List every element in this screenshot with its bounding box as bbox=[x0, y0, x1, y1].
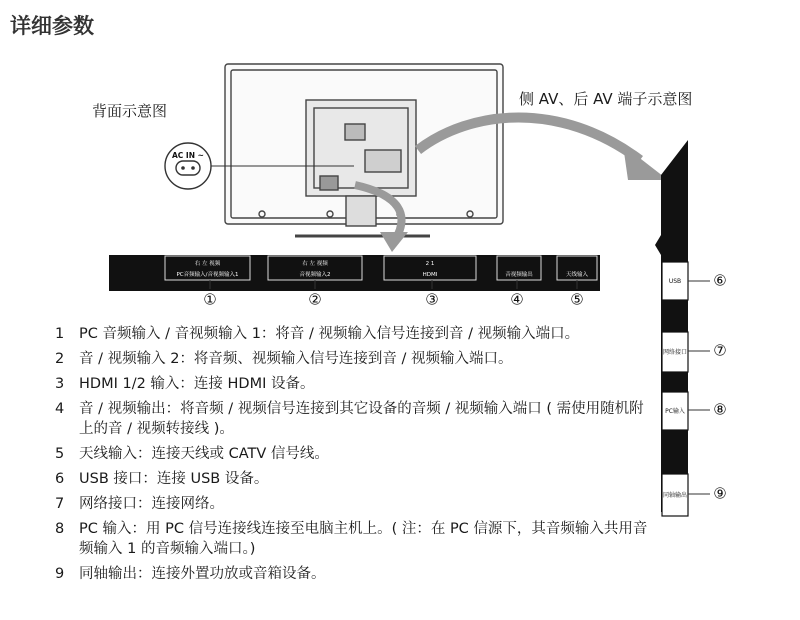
callout-number: ⑤ bbox=[570, 290, 584, 309]
list-item bbox=[55, 469, 655, 489]
callout-number: ② bbox=[308, 290, 322, 309]
callout-number: ⑧ bbox=[713, 400, 727, 419]
list-item bbox=[55, 494, 655, 514]
callout-number: ⑥ bbox=[713, 271, 727, 290]
item-number: 6 bbox=[55, 471, 65, 487]
item-number: 3 bbox=[55, 376, 65, 392]
list-item bbox=[55, 374, 655, 394]
item-text: 音 / 视频输入 2：将音频、视频输入信号连接到音 / 视频输入端口。 bbox=[79, 351, 513, 367]
item-number: 4 bbox=[55, 401, 65, 417]
item-text: PC 输入：用 PC 信号连接线连接至电脑主机上。( 注：在 PC 信源下，其音频输入共用音频输入 1 的音频输入端口。) bbox=[79, 521, 648, 557]
item-number: 1 bbox=[55, 326, 65, 342]
description-list bbox=[55, 324, 655, 589]
list-item bbox=[55, 519, 655, 559]
rear-port-label: PC音频输入/音视频输入1 bbox=[176, 272, 239, 278]
item-text: USB 接口：连接 USB 设备。 bbox=[79, 471, 269, 487]
side-view-label: 侧 AV、后 AV 端子示意图 bbox=[519, 90, 693, 108]
side-port-label: PC输入 bbox=[665, 408, 685, 415]
rear-port-top-label: 2 1 bbox=[425, 261, 435, 267]
item-text: 同轴输出：连接外置功放或音箱设备。 bbox=[79, 566, 326, 582]
rear-port-label: 天线输入 bbox=[565, 272, 589, 278]
tv-back-illustration bbox=[225, 64, 503, 236]
callout-number: ① bbox=[203, 290, 217, 309]
callout-number: ③ bbox=[425, 290, 439, 309]
item-number: 8 bbox=[55, 521, 65, 537]
item-number: 5 bbox=[55, 446, 65, 462]
side-port-strip bbox=[655, 140, 688, 512]
side-port-label: 同轴输出 bbox=[662, 492, 688, 499]
list-item bbox=[55, 324, 655, 344]
rear-port-label: 音视频输入2 bbox=[299, 272, 331, 278]
item-text: HDMI 1/2 输入：连接 HDMI 设备。 bbox=[79, 376, 315, 392]
item-text: 天线输入：连接天线或 CATV 信号线。 bbox=[79, 446, 329, 462]
list-item bbox=[55, 399, 655, 439]
item-text: PC 音频输入 / 音视频输入 1：将音 / 视频输入信号连接到音 / 视频输入端口。 bbox=[79, 326, 580, 342]
callout-number: ⑨ bbox=[713, 484, 727, 503]
list-item bbox=[55, 564, 655, 584]
arrow-head-icon bbox=[380, 232, 408, 252]
page-title: 详细参数 bbox=[10, 14, 94, 38]
item-number: 9 bbox=[55, 566, 65, 582]
rear-view-label: 背面示意图 bbox=[92, 102, 168, 120]
item-number: 2 bbox=[55, 351, 65, 367]
item-text: 音 / 视频输出：将音频 / 视频信号连接到其它设备的音频 / 视频输入端口 ( 需使用随机附上的音 / 视频转接线 )。 bbox=[79, 401, 644, 437]
callout-number: ⑦ bbox=[713, 341, 727, 360]
rear-port-top-label: 右 左 视频 bbox=[302, 261, 328, 267]
item-text: 网络接口：连接网络。 bbox=[79, 496, 224, 512]
item-number: 7 bbox=[55, 496, 65, 512]
ac-in-label: AC IN ~ bbox=[172, 151, 204, 160]
callout-number: ④ bbox=[510, 290, 524, 309]
side-port-label: USB bbox=[668, 278, 682, 285]
rear-port-label: 音视频输出 bbox=[505, 272, 533, 278]
list-item bbox=[55, 444, 655, 464]
rear-port-top-label: 右 左 视频 bbox=[194, 261, 221, 267]
list-item bbox=[55, 349, 655, 369]
rear-port-label: HDMI bbox=[422, 272, 438, 278]
side-port-label: 网络接口 bbox=[662, 349, 688, 356]
